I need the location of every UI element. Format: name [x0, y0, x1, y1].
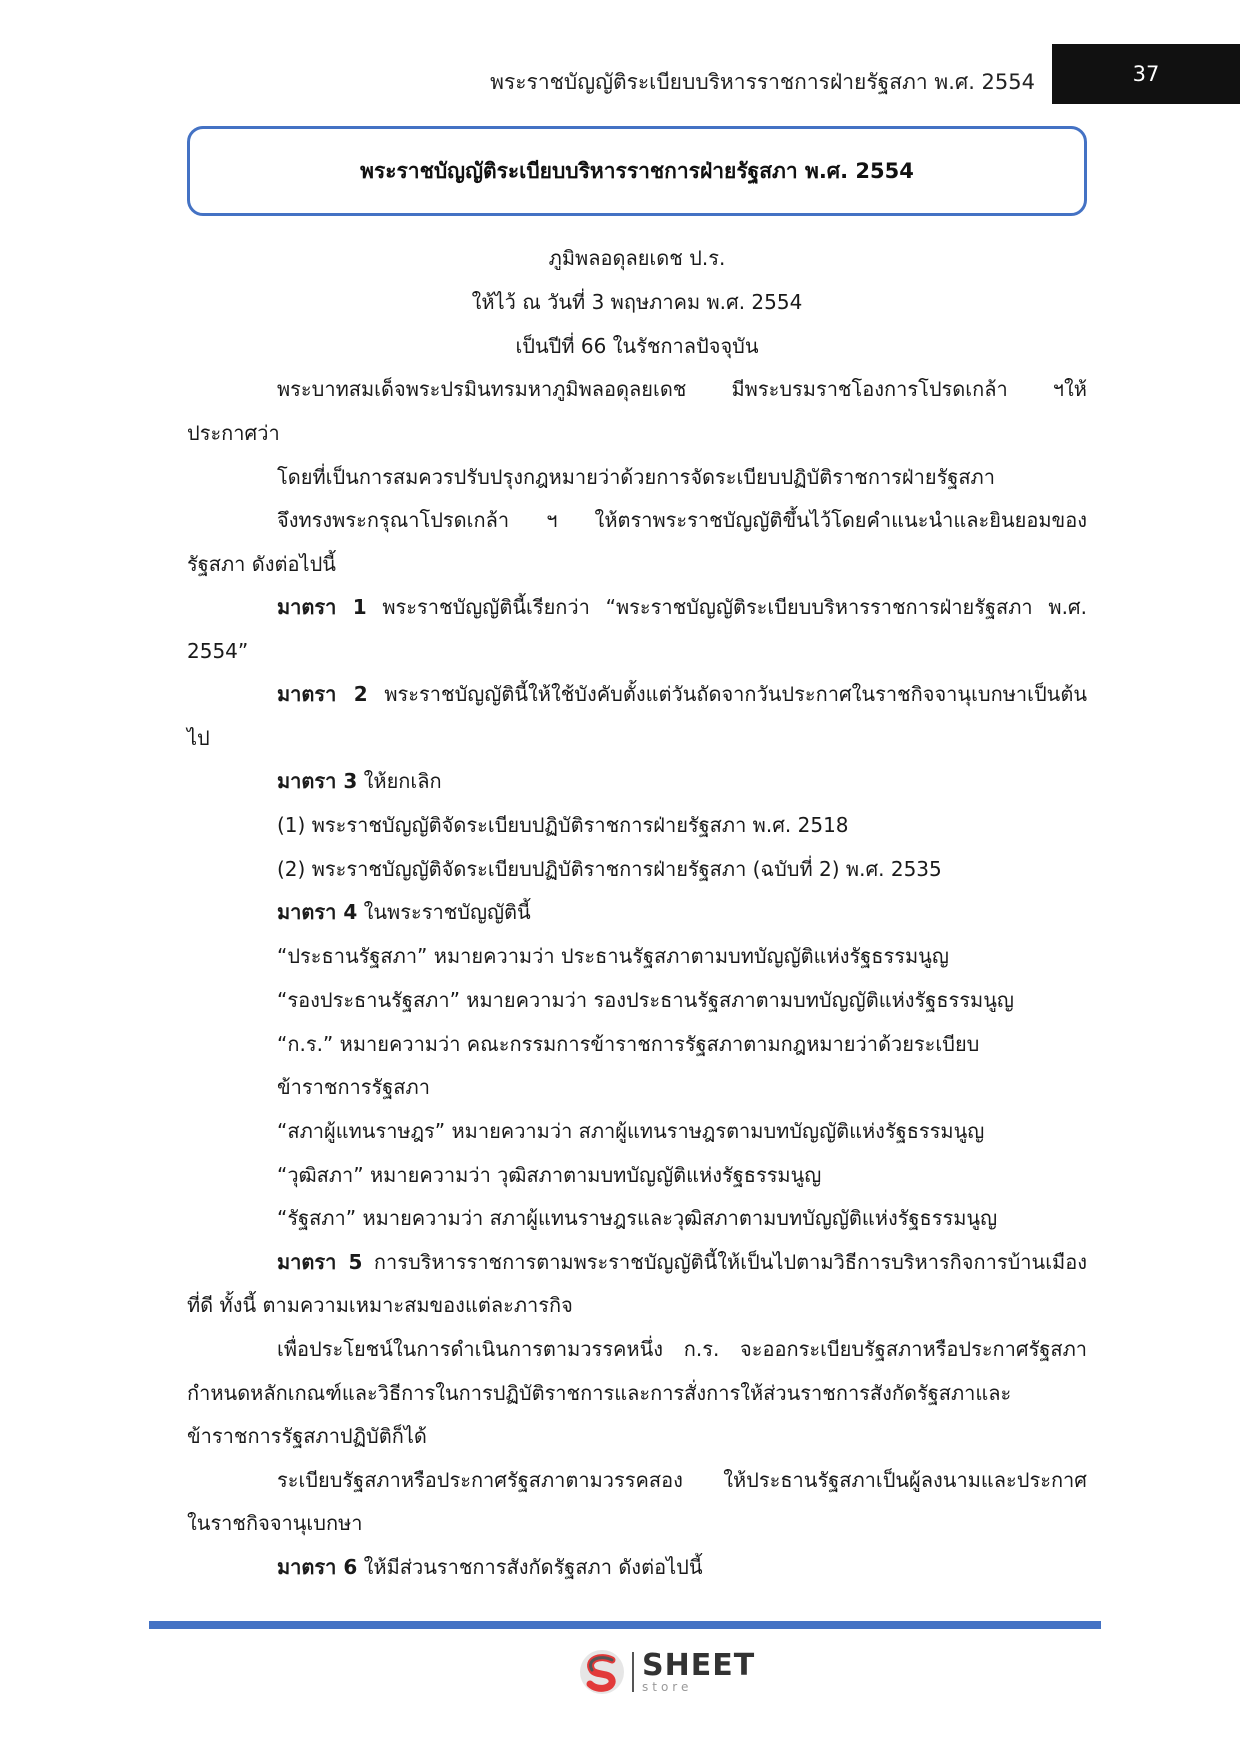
signer-line: ภูมิพลอดุลยเดช ป.ร. — [548, 246, 726, 270]
running-header-title: พระราชบัญญัติระเบียบบริหารราชการฝ่ายรัฐสภา พ.ศ. 2554 — [490, 70, 1035, 94]
section-1-text: พระราชบัญญัตินี้เรียกว่า “พระราชบัญญัติระเบียบบริหารราชการฝ่ายรัฐสภา พ.ศ. — [366, 595, 1087, 619]
section-6-label: มาตรา 6 — [277, 1555, 358, 1579]
logo-wordmark — [642, 1648, 756, 1694]
definition-president: “ประธานรัฐสภา” หมายความว่า ประธานรัฐสภาตามบทบัญญัติแห่งรัฐธรรมนูญ — [277, 944, 949, 968]
page-number-box — [1052, 44, 1240, 104]
section-1-label: มาตรา 1 — [277, 595, 367, 619]
document-title: พระราชบัญญัติระเบียบบริหารราชการฝ่ายรัฐสภา พ.ศ. 2554 — [360, 158, 914, 183]
section-5 — [277, 1248, 1087, 1276]
page-number: 37 — [1132, 62, 1160, 86]
sheet-store-logo — [578, 1646, 755, 1698]
section-3-text: ให้ยกเลิก — [357, 769, 442, 793]
logo-separator — [632, 1652, 634, 1692]
section-3 — [277, 767, 442, 795]
definition-vice-president: “รองประธานรัฐสภา” หมายความว่า รองประธานรัฐสภาตามบทบัญญัติแห่งรัฐธรรมนูญ — [277, 988, 1014, 1012]
definition-kr-cont: ข้าราชการรัฐสภา — [277, 1075, 430, 1099]
section-5-cont: ที่ดี ทั้งนี้ ตามความเหมาะสมของแต่ละภารกิจ — [187, 1293, 573, 1317]
logo-main-text: SHEET — [642, 1648, 756, 1683]
section-5-para-2-end: ข้าราชการรัฐสภาปฏิบัติก็ได้ — [187, 1424, 427, 1448]
section-1 — [277, 593, 1087, 621]
section-2-label: มาตรา 2 — [277, 682, 368, 706]
paragraph-proclamation-cont: ประกาศว่า — [187, 421, 280, 445]
section-6-text: ให้มีส่วนราชการสังกัดรัฐสภา ดังต่อไปนี้ — [357, 1555, 703, 1579]
footer-divider — [149, 1621, 1101, 1629]
logo-sub-text: store — [642, 1680, 693, 1694]
definition-kr: “ก.ร.” หมายความว่า คณะกรรมการข้าราชการรัฐสภาตามกฎหมายว่าด้วยระเบียบ — [277, 1032, 980, 1056]
section-6 — [277, 1553, 703, 1581]
section-2-cont: ไป — [187, 726, 210, 750]
paragraph-whereas: โดยที่เป็นการสมควรปรับปรุงกฎหมายว่าด้วยการจัดระเบียบปฏิบัติราชการฝ่ายรัฐสภา — [277, 465, 995, 489]
section-4-label: มาตรา 4 — [277, 900, 358, 924]
section-4 — [277, 898, 531, 926]
section-3-item-1: (1) พระราชบัญญัติจัดระเบียบปฏิบัติราชการฝ่ายรัฐสภา พ.ศ. 2518 — [277, 813, 849, 837]
section-5-para-3-cont: ในราชกิจจานุเบกษา — [187, 1511, 363, 1535]
section-4-text: ในพระราชบัญญัตินี้ — [357, 900, 531, 924]
paragraph-enactment-cont: รัฐสภา ดังต่อไปนี้ — [187, 552, 336, 576]
section-5-para-2-cont: กำหนดหลักเกณฑ์และวิธีการในการปฏิบัติราชการและการสั่งการให้ส่วนราชการสังกัดรัฐสภาและ — [187, 1381, 1012, 1405]
section-2-text: พระราชบัญญัตินี้ให้ใช้บังคับตั้งแต่วันถัดจากวันประกาศในราชกิจจานุเบกษาเป็นต้น — [367, 682, 1087, 706]
sheet-store-s-icon — [578, 1648, 626, 1696]
definition-senate: “วุฒิสภา” หมายความว่า วุฒิสภาตามบทบัญญัติแห่งรัฐธรรมนูญ — [277, 1163, 822, 1187]
section-2 — [277, 680, 1087, 708]
section-1-cont: 2554” — [187, 639, 249, 663]
section-3-label: มาตรา 3 — [277, 769, 358, 793]
given-date-line: ให้ไว้ ณ วันที่ 3 พฤษภาคม พ.ศ. 2554 — [471, 290, 803, 314]
definition-parliament: “รัฐสภา” หมายความว่า สภาผู้แทนราษฎรและวุฒิสภาตามบทบัญญัติแห่งรัฐธรรมนูญ — [277, 1206, 998, 1230]
paragraph-enactment: จึงทรงพระกรุณาโปรดเกล้า ฯ ให้ตราพระราชบัญญัติขึ้นไว้โดยคำแนะนำและยินยอมของ — [277, 508, 1087, 532]
reign-year-line: เป็นปีที่ 66 ในรัชกาลปัจจุบัน — [515, 334, 759, 358]
section-3-item-2: (2) พระราชบัญญัติจัดระเบียบปฏิบัติราชการฝ่ายรัฐสภา (ฉบับที่ 2) พ.ศ. 2535 — [277, 857, 942, 881]
section-5-para-3: ระเบียบรัฐสภาหรือประกาศรัฐสภาตามวรรคสอง ให้ประธานรัฐสภาเป็นผู้ลงนามและประกาศ — [277, 1468, 1087, 1492]
document-title-box — [187, 126, 1087, 216]
definition-house: “สภาผู้แทนราษฎร” หมายความว่า สภาผู้แทนราษฎรตามบทบัญญัติแห่งรัฐธรรมนูญ — [277, 1119, 985, 1143]
section-5-label: มาตรา 5 — [277, 1250, 363, 1274]
paragraph-proclamation: พระบาทสมเด็จพระปรมินทรมหาภูมิพลอดุลยเดช มีพระบรมราชโองการโปรดเกล้า ฯให้ — [277, 377, 1087, 401]
section-5-para-2: เพื่อประโยชน์ในการดำเนินการตามวรรคหนึ่ง ก.ร. จะออกระเบียบรัฐสภาหรือประกาศรัฐสภา — [277, 1337, 1087, 1361]
section-5-text: การบริหารราชการตามพระราชบัญญัตินี้ให้เป็นไปตามวิธีการบริหารกิจการบ้านเมือง — [362, 1250, 1087, 1274]
